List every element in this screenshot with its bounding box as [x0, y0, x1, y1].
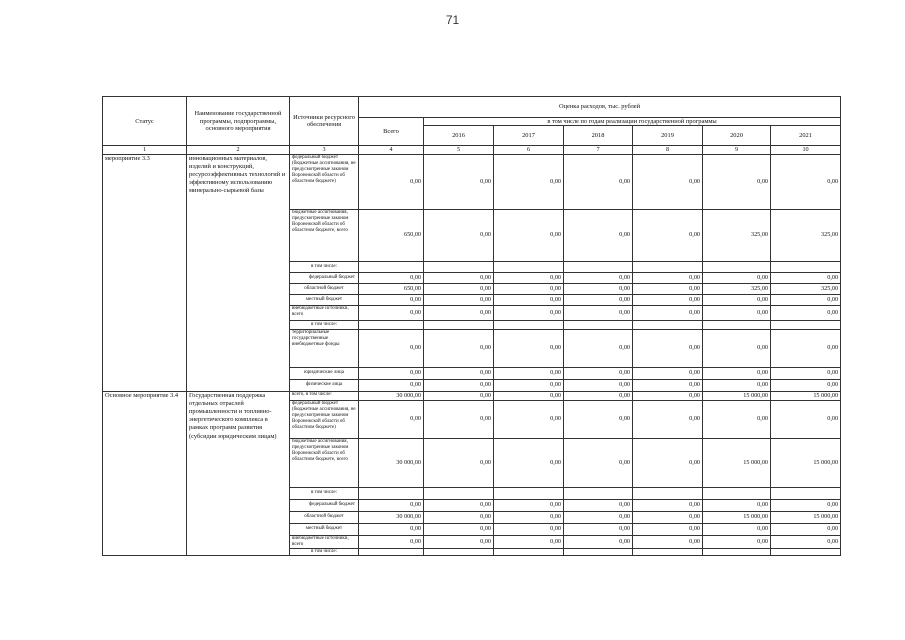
source-cell: юридические лица — [290, 367, 359, 379]
value-cell: 0,00 — [494, 391, 564, 400]
value-cell: 0,00 — [494, 523, 564, 535]
value-cell: 0,00 — [633, 379, 703, 391]
header-estimate: Оценка расходов, тыс. рублей — [359, 97, 841, 118]
header-name: Наименование государственной программы, подпрограммы, основного мероприятия — [187, 97, 290, 146]
value-cell: 0,00 — [703, 535, 771, 548]
value-cell: 0,00 — [771, 400, 841, 438]
value-cell: 0,00 — [494, 272, 564, 283]
value-cell: 0,00 — [494, 400, 564, 438]
page-number: 71 — [445, 13, 460, 27]
source-cell: бюджетные ассигнования, предусмотренные законом Воронежской области об областном бюджете, всего — [290, 209, 359, 261]
column-index: 9 — [703, 146, 771, 154]
value-cell — [424, 261, 494, 272]
value-cell: 0,00 — [771, 272, 841, 283]
value-cell — [633, 548, 703, 555]
value-cell: 30 000,00 — [359, 391, 424, 400]
value-cell: 0,00 — [359, 523, 424, 535]
value-cell: 0,00 — [564, 367, 633, 379]
header-year: 2021 — [771, 126, 841, 146]
value-cell — [771, 261, 841, 272]
value-cell — [494, 548, 564, 555]
value-cell: 650,00 — [359, 209, 424, 261]
source-cell: в том числе: — [290, 320, 359, 329]
value-cell: 325,00 — [703, 209, 771, 261]
value-cell: 0,00 — [703, 379, 771, 391]
source-cell: внебюджетные источники, всего — [290, 305, 359, 320]
column-index: 7 — [564, 146, 633, 154]
value-cell: 0,00 — [633, 523, 703, 535]
value-cell: 0,00 — [633, 400, 703, 438]
value-cell: 0,00 — [703, 499, 771, 511]
value-cell — [359, 487, 424, 499]
value-cell: 0,00 — [494, 305, 564, 320]
value-cell: 0,00 — [424, 272, 494, 283]
value-cell — [564, 487, 633, 499]
value-cell: 0,00 — [564, 209, 633, 261]
value-cell: 0,00 — [633, 305, 703, 320]
value-cell — [703, 487, 771, 499]
source-cell: федеральный бюджет — [290, 272, 359, 283]
value-cell: 0,00 — [424, 305, 494, 320]
value-cell: 15 000,00 — [703, 391, 771, 400]
value-cell: 0,00 — [564, 305, 633, 320]
value-cell — [633, 320, 703, 329]
value-cell: 0,00 — [633, 511, 703, 523]
value-cell: 0,00 — [633, 535, 703, 548]
value-cell: 0,00 — [771, 535, 841, 548]
value-cell: 0,00 — [564, 283, 633, 294]
value-cell: 0,00 — [703, 272, 771, 283]
value-cell: 0,00 — [359, 535, 424, 548]
value-cell — [564, 548, 633, 555]
value-cell: 0,00 — [564, 329, 633, 367]
value-cell: 0,00 — [703, 400, 771, 438]
value-cell — [359, 548, 424, 555]
value-cell: 0,00 — [424, 283, 494, 294]
value-cell — [494, 261, 564, 272]
value-cell: 0,00 — [424, 367, 494, 379]
value-cell: 0,00 — [424, 154, 494, 209]
value-cell — [771, 487, 841, 499]
value-cell: 0,00 — [494, 379, 564, 391]
value-cell: 0,00 — [424, 400, 494, 438]
value-cell — [424, 487, 494, 499]
value-cell: 0,00 — [633, 283, 703, 294]
value-cell: 0,00 — [564, 511, 633, 523]
source-cell: местный бюджет — [290, 294, 359, 305]
value-cell: 0,00 — [771, 499, 841, 511]
value-cell: 650,00 — [359, 283, 424, 294]
value-cell: 0,00 — [564, 272, 633, 283]
value-cell: 0,00 — [703, 305, 771, 320]
source-cell: территориальные государственные внебюджетные фонды — [290, 329, 359, 367]
value-cell: 0,00 — [633, 294, 703, 305]
row-status: мероприятие 3.3 — [103, 154, 187, 391]
value-cell: 0,00 — [771, 329, 841, 367]
value-cell: 30 000,00 — [359, 438, 424, 487]
value-cell — [771, 548, 841, 555]
value-cell: 0,00 — [703, 329, 771, 367]
value-cell: 0,00 — [633, 367, 703, 379]
header-total: Всего — [359, 118, 424, 146]
value-cell — [359, 261, 424, 272]
source-cell: в том числе: — [290, 487, 359, 499]
column-index-row — [103, 146, 841, 154]
value-cell: 0,00 — [564, 294, 633, 305]
value-cell: 0,00 — [359, 379, 424, 391]
value-cell: 0,00 — [703, 154, 771, 209]
value-cell: 0,00 — [359, 272, 424, 283]
value-cell: 0,00 — [424, 511, 494, 523]
value-cell — [633, 261, 703, 272]
column-index: 4 — [359, 146, 424, 154]
value-cell: 0,00 — [424, 379, 494, 391]
value-cell: 325,00 — [703, 283, 771, 294]
value-cell — [494, 487, 564, 499]
value-cell: 0,00 — [359, 305, 424, 320]
value-cell: 0,00 — [494, 367, 564, 379]
source-cell: федеральный бюджет (бюджетные ассигнования, не предусмотренные законом Воронежской области об областном бюджете) — [290, 154, 359, 209]
value-cell — [359, 320, 424, 329]
expense-table — [102, 96, 841, 556]
value-cell: 0,00 — [564, 379, 633, 391]
header-row — [103, 97, 841, 118]
value-cell — [633, 487, 703, 499]
value-cell: 0,00 — [564, 523, 633, 535]
source-cell: внебюджетные источники, всего — [290, 535, 359, 548]
column-index: 3 — [290, 146, 359, 154]
value-cell: 0,00 — [771, 367, 841, 379]
column-index: 1 — [103, 146, 187, 154]
value-cell: 0,00 — [564, 400, 633, 438]
value-cell: 0,00 — [424, 499, 494, 511]
value-cell: 0,00 — [424, 523, 494, 535]
value-cell: 0,00 — [424, 391, 494, 400]
value-cell: 0,00 — [564, 535, 633, 548]
value-cell: 0,00 — [494, 283, 564, 294]
value-cell: 325,00 — [771, 209, 841, 261]
value-cell: 0,00 — [564, 438, 633, 487]
value-cell — [771, 320, 841, 329]
value-cell: 15 000,00 — [771, 391, 841, 400]
value-cell: 0,00 — [771, 305, 841, 320]
header-year: 2020 — [703, 126, 771, 146]
value-cell: 0,00 — [633, 329, 703, 367]
value-cell: 0,00 — [633, 154, 703, 209]
value-cell: 0,00 — [703, 523, 771, 535]
value-cell: 0,00 — [494, 535, 564, 548]
value-cell: 15 000,00 — [771, 511, 841, 523]
value-cell: 0,00 — [359, 294, 424, 305]
source-cell: всего, в том числе: — [290, 391, 359, 400]
value-cell: 0,00 — [359, 367, 424, 379]
table-row — [103, 154, 841, 209]
source-cell: в том числе: — [290, 261, 359, 272]
value-cell: 0,00 — [633, 272, 703, 283]
value-cell: 15 000,00 — [771, 438, 841, 487]
value-cell: 0,00 — [564, 154, 633, 209]
value-cell: 0,00 — [359, 329, 424, 367]
value-cell — [703, 261, 771, 272]
value-cell: 0,00 — [494, 209, 564, 261]
value-cell: 0,00 — [494, 154, 564, 209]
source-cell: областной бюджет — [290, 283, 359, 294]
value-cell: 0,00 — [633, 391, 703, 400]
value-cell: 0,00 — [359, 499, 424, 511]
value-cell — [424, 320, 494, 329]
table-row — [103, 391, 841, 400]
value-cell: 0,00 — [703, 367, 771, 379]
value-cell — [424, 548, 494, 555]
source-cell: федеральный бюджет (бюджетные ассигнования, не предусмотренные законом Воронежской области об областном бюджете) — [290, 400, 359, 438]
value-cell: 15 000,00 — [703, 511, 771, 523]
value-cell: 0,00 — [771, 523, 841, 535]
value-cell: 0,00 — [633, 209, 703, 261]
value-cell: 0,00 — [424, 438, 494, 487]
source-cell: физические лица — [290, 379, 359, 391]
header-year: 2018 — [564, 126, 633, 146]
row-name: инновационных материалов, изделий и конструкций, ресурсоэффективных технологий и эффективному использованию минерально-сырьевой базы — [187, 154, 290, 391]
row-status: Основное мероприятие 3.4 — [103, 391, 187, 555]
value-cell: 0,00 — [424, 535, 494, 548]
value-cell: 325,00 — [771, 283, 841, 294]
header-status: Статус — [103, 97, 187, 146]
column-index: 10 — [771, 146, 841, 154]
column-index: 6 — [494, 146, 564, 154]
header-year: 2017 — [494, 126, 564, 146]
value-cell: 0,00 — [771, 154, 841, 209]
value-cell: 0,00 — [424, 294, 494, 305]
source-cell: местный бюджет — [290, 523, 359, 535]
value-cell: 0,00 — [424, 329, 494, 367]
value-cell: 0,00 — [359, 400, 424, 438]
value-cell: 0,00 — [564, 391, 633, 400]
header-by-years: в том числе по годам реализации государственной программы — [424, 118, 841, 126]
value-cell: 0,00 — [359, 154, 424, 209]
value-cell: 30 000,00 — [359, 511, 424, 523]
source-cell: федеральный бюджет — [290, 499, 359, 511]
value-cell — [703, 548, 771, 555]
value-cell — [564, 261, 633, 272]
value-cell: 0,00 — [494, 499, 564, 511]
value-cell: 0,00 — [494, 511, 564, 523]
value-cell: 0,00 — [703, 294, 771, 305]
header-year: 2016 — [424, 126, 494, 146]
source-cell: в том числе: — [290, 548, 359, 555]
column-index: 8 — [633, 146, 703, 154]
column-index: 2 — [187, 146, 290, 154]
source-cell: бюджетные ассигнования, предусмотренные законом Воронежской области об областном бюджете, всего — [290, 438, 359, 487]
value-cell: 0,00 — [494, 438, 564, 487]
value-cell: 0,00 — [564, 499, 633, 511]
value-cell: 0,00 — [494, 329, 564, 367]
value-cell — [564, 320, 633, 329]
value-cell: 0,00 — [633, 438, 703, 487]
header-year: 2019 — [633, 126, 703, 146]
value-cell: 0,00 — [771, 294, 841, 305]
column-index: 5 — [424, 146, 494, 154]
source-cell: областной бюджет — [290, 511, 359, 523]
value-cell: 0,00 — [494, 294, 564, 305]
value-cell — [703, 320, 771, 329]
value-cell: 0,00 — [424, 209, 494, 261]
row-name: Государственная поддержка отдельных отраслей промышленности и топливно-энергетического комплекса в рамках программ развития (субсидии юридическим лицам) — [187, 391, 290, 555]
value-cell: 0,00 — [633, 499, 703, 511]
header-sources: Источники ресурсного обеспечения — [290, 97, 359, 146]
value-cell — [494, 320, 564, 329]
value-cell: 15 000,00 — [703, 438, 771, 487]
value-cell: 0,00 — [771, 379, 841, 391]
